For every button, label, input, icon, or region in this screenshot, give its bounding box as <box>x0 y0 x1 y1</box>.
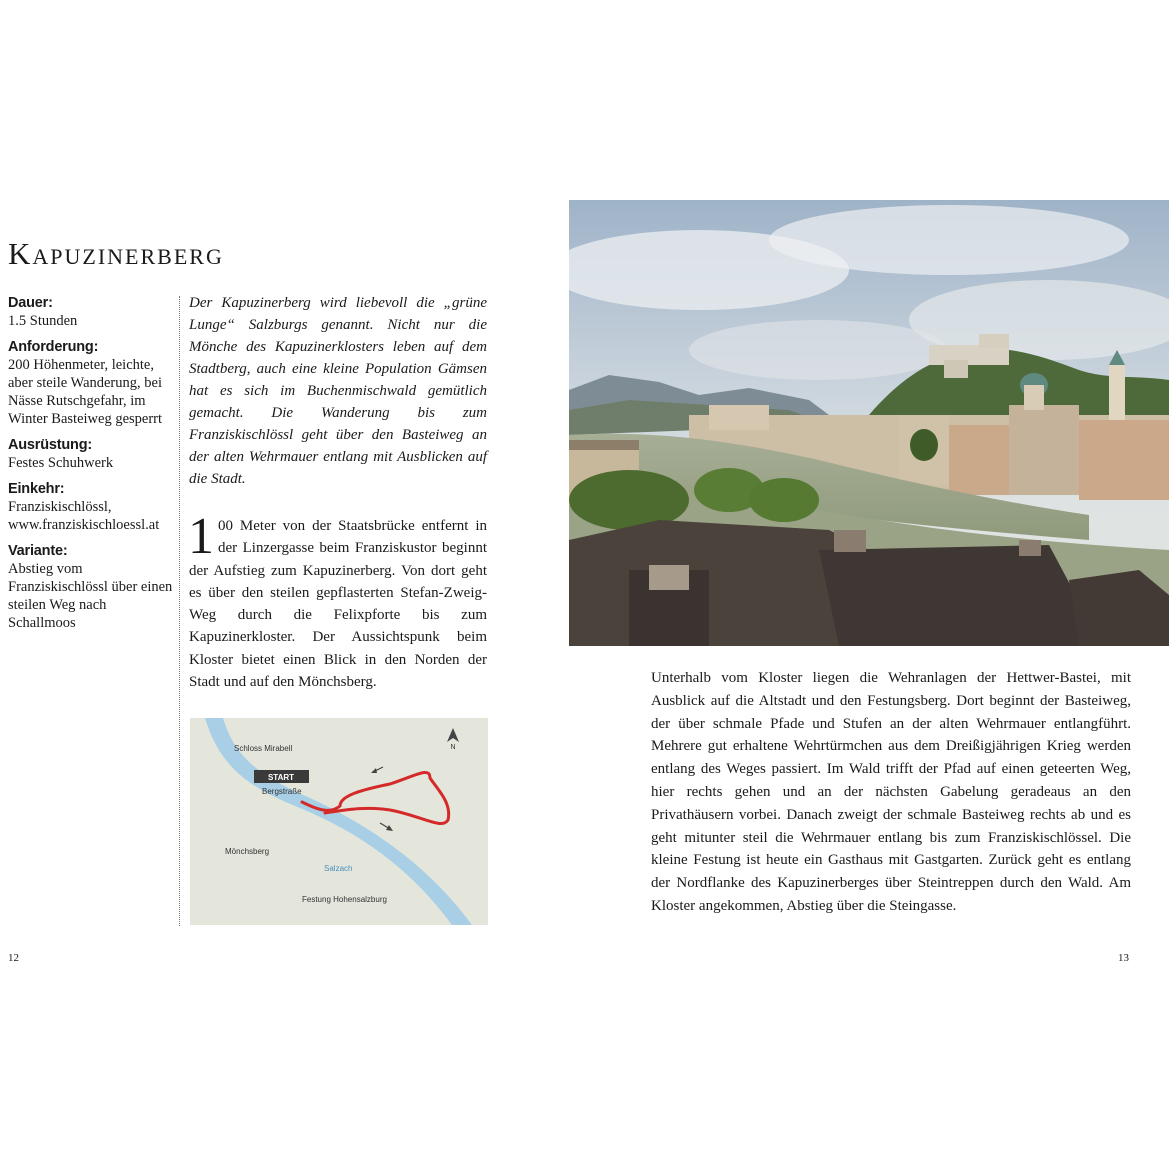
salzburg-photo <box>569 200 1169 646</box>
fact-value: 1.5 Stunden <box>8 313 78 329</box>
tour-facts <box>8 294 176 640</box>
column-divider <box>179 296 180 926</box>
label-salzach: Salzach <box>324 864 353 873</box>
body-text: 00 Meter von der Staatsbrücke entfernt in der Linzergasse beim Franziskustor beginnt der Aufstieg zum Kapuzinerberg. Von dort geht es über den steilen gepflasterten Stefan-Zweig-Weg durch die Felixpforte bis zum Kapuzinerkloster. Der Aussichtspunk beim Kloster bietet einen Blick in den Norden der Stadt und auf den Mönchsberg. <box>189 518 487 691</box>
fact-duration <box>8 294 176 330</box>
label-bergstrasse: Bergstraße <box>262 787 302 796</box>
fact-value: Festes Schuhwerk <box>8 455 114 471</box>
fact-value: Franziskischlössl, www.franziskischloessl.at <box>8 499 160 533</box>
intro-paragraph: Der Kapuzinerberg wird liebevoll die „grüne Lunge“ Salzburgs genannt. Nicht nur die Mönche des Kapuzinerklosters leben auf dem Stadtberg, auch eine kleine Population Gämsen hat es sich im Buchenmischwald gemütlich gemacht. Die Wanderung bis zum Franziskischlössl geht über den Basteiweg an der alten Wehrmauer entlang mit Ausblicken auf die Stadt. <box>189 295 487 487</box>
fact-difficulty <box>8 338 176 428</box>
body-paragraph-right: Unterhalb vom Kloster liegen die Wehranlagen der Hettwer-Bastei, mit Ausblick auf die Altstadt und den Festungsberg. Dort beginnt der Basteiweg, der über schmale Pfade und Stufen an der alten Wehrmauer entlangführt. Mehrere gut erhaltene Wehrtürmchen aus dem Dreißigjährigen Krieg werden entlang des Weges passiert. Im Wald trifft der Pfad auf einen geteerten Weg, hier rechts gehen und an der nächsten Gabelung geradeaus an den Privathäusern vorbei. Danach zweigt der schmale Basteiweg rechts ab und es geht mitunter steil die Wehrmauer entlang bis zum Franziskischlössel. Die kleine Festung ist heute ein Gasthaus mit Gastgarten. Zurück geht es entlang der Nordflanke des Kapuzinerberges über Steintreppen durch den Wald. Am Kloster angekommen, Abstieg über die Steingasse. <box>651 670 1131 914</box>
fact-label: Anforderung: <box>8 339 99 355</box>
north-label: N <box>450 744 456 751</box>
route-map <box>190 718 488 925</box>
drop-cap: 1 <box>188 508 214 565</box>
fact-label: Variante: <box>8 543 68 559</box>
page-title: Kapuzinerberg <box>8 236 224 271</box>
fact-label: Ausrüstung: <box>8 437 92 453</box>
fact-label: Dauer: <box>8 295 53 311</box>
fact-variant <box>8 542 176 632</box>
fact-refreshment <box>8 480 176 534</box>
body-paragraph-left <box>188 508 487 693</box>
start-label: START <box>267 773 295 782</box>
fact-value: 200 Höhenmeter, leichte, aber steile Wanderung, bei Nässe Rutschgefahr, im Winter Basteiweg gesperrt <box>8 357 163 427</box>
label-festung: Festung Hohensalzburg <box>302 895 387 904</box>
fact-label: Einkehr: <box>8 481 65 497</box>
label-schloss-mirabell: Schloss Mirabell <box>234 744 293 753</box>
fact-value: Abstieg vom Franziskischlössl über einen steilen Weg nach Schallmoos <box>8 561 173 631</box>
page-number-left: 12 <box>8 952 19 964</box>
page-number-right: 13 <box>1118 952 1129 964</box>
fact-equipment <box>8 436 176 472</box>
label-moenchsberg: Mönchsberg <box>225 847 270 856</box>
